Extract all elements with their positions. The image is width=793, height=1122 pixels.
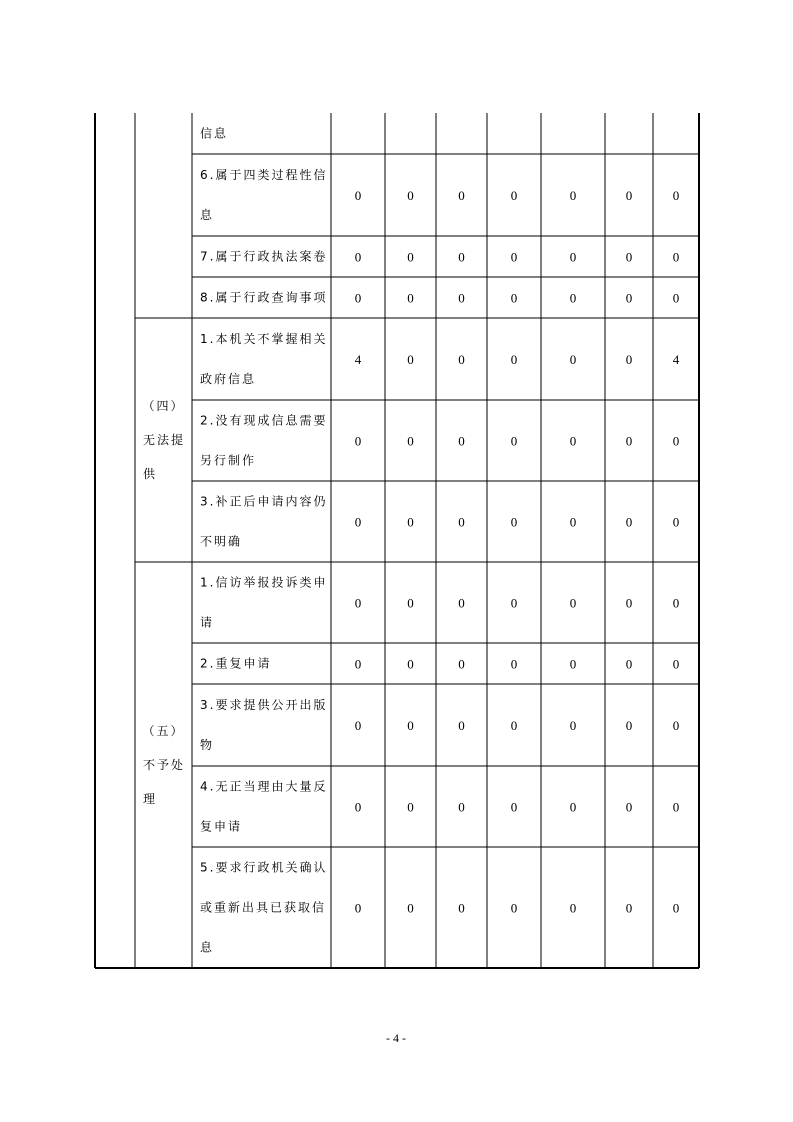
value-cell: 0 bbox=[569, 352, 577, 367]
value-cell: 0 bbox=[569, 290, 577, 306]
group-label-line: 无法提 bbox=[143, 433, 186, 447]
value-cell: 0 bbox=[672, 188, 680, 203]
value-cell: 0 bbox=[672, 290, 680, 306]
value-cell: 0 bbox=[672, 433, 680, 449]
value-cell: 0 bbox=[569, 433, 577, 449]
page-number: - 4 - bbox=[386, 1031, 406, 1045]
value-cell: 0 bbox=[458, 656, 465, 672]
value-cell: 0 bbox=[672, 595, 680, 611]
value-cell: 0 bbox=[510, 514, 518, 530]
row-label-line: 复申请 bbox=[200, 819, 243, 834]
value-cell: 0 bbox=[510, 656, 518, 672]
value-cell: 0 bbox=[569, 188, 577, 203]
value-cell: 0 bbox=[354, 595, 362, 611]
value-cell: 0 bbox=[625, 900, 633, 916]
value-cell: 0 bbox=[672, 249, 680, 265]
row-label-line: 息 bbox=[200, 940, 215, 955]
value-cell: 0 bbox=[354, 799, 362, 815]
group-label-line: 理 bbox=[143, 792, 158, 806]
value-cell: 0 bbox=[354, 514, 362, 530]
value-cell: 0 bbox=[458, 188, 465, 203]
value-cell: 0 bbox=[510, 249, 518, 265]
value-cell: 0 bbox=[354, 656, 362, 672]
value-cell: 0 bbox=[510, 718, 518, 733]
value-cell: 0 bbox=[625, 433, 633, 449]
group-label-line: （五） bbox=[142, 724, 185, 738]
value-cell: 0 bbox=[458, 352, 465, 367]
row-label-line: 或重新出具已获取信 bbox=[200, 900, 327, 915]
value-cell: 0 bbox=[407, 799, 414, 815]
value-cell: 0 bbox=[354, 900, 362, 916]
value-cell: 0 bbox=[407, 900, 414, 916]
row-label-line: 5.要求行政机关确认 bbox=[200, 860, 328, 875]
value-cell: 0 bbox=[510, 595, 518, 611]
value-cell: 0 bbox=[569, 718, 577, 733]
value-cell: 0 bbox=[510, 799, 518, 815]
row-label-line: 息 bbox=[200, 208, 215, 222]
value-cell: 0 bbox=[458, 514, 465, 530]
row-label-line: 1.信访举报投诉类申 bbox=[200, 575, 328, 590]
value-cell: 0 bbox=[569, 799, 577, 815]
value-cell: 0 bbox=[672, 799, 680, 815]
row-label-line: 4.无正当理由大量反 bbox=[200, 779, 328, 794]
value-cell: 0 bbox=[458, 900, 465, 916]
value-cell: 0 bbox=[458, 290, 465, 306]
value-cell: 0 bbox=[510, 290, 518, 306]
row-label-line: 不明确 bbox=[200, 534, 243, 549]
value-cell: 0 bbox=[458, 595, 465, 611]
row-label-line: 2.重复申请 bbox=[200, 656, 272, 671]
value-cell: 0 bbox=[569, 656, 577, 672]
value-cell: 0 bbox=[625, 656, 633, 672]
row-label-line: 1.本机关不掌握相关 bbox=[200, 332, 328, 346]
row-label-line: 3.要求提供公开出版 bbox=[200, 698, 328, 712]
value-cell: 0 bbox=[569, 249, 577, 265]
value-cell: 0 bbox=[625, 799, 633, 815]
value-cell: 0 bbox=[625, 352, 633, 367]
value-cell: 0 bbox=[458, 799, 465, 815]
value-cell: 0 bbox=[510, 900, 518, 916]
value-cell: 0 bbox=[354, 188, 362, 203]
row-label-line: 请 bbox=[200, 615, 215, 630]
group-label-line: （四） bbox=[142, 399, 185, 413]
value-cell: 0 bbox=[407, 290, 414, 306]
value-cell: 0 bbox=[625, 188, 633, 203]
value-cell: 0 bbox=[458, 433, 465, 449]
value-cell: 0 bbox=[569, 900, 577, 916]
value-cell: 0 bbox=[407, 188, 414, 203]
value-cell: 0 bbox=[672, 514, 680, 530]
value-cell: 0 bbox=[569, 595, 577, 611]
value-cell: 0 bbox=[407, 514, 414, 530]
row-label-line: 另行制作 bbox=[200, 453, 257, 468]
row-label-line: 物 bbox=[200, 738, 215, 752]
value-cell: 0 bbox=[672, 900, 680, 916]
value-cell: 0 bbox=[672, 718, 680, 733]
value-cell: 0 bbox=[510, 433, 518, 449]
row-label-line: 信息 bbox=[200, 126, 229, 141]
row-label-line: 政府信息 bbox=[200, 372, 257, 386]
value-cell: 0 bbox=[407, 656, 414, 672]
value-cell: 0 bbox=[510, 188, 518, 203]
row-label-line: 8.属于行政查询事项 bbox=[200, 290, 328, 305]
value-cell: 0 bbox=[672, 656, 680, 672]
row-label-line: 2.没有现成信息需要 bbox=[200, 413, 328, 428]
value-cell: 0 bbox=[458, 249, 465, 265]
row-label-line: 7.属于行政执法案卷 bbox=[200, 249, 328, 264]
value-cell: 0 bbox=[407, 595, 414, 611]
row-label-line: 3.补正后申请内容仍 bbox=[200, 494, 328, 509]
group-label-line: 不予处 bbox=[143, 758, 186, 772]
value-cell: 4 bbox=[354, 352, 362, 367]
value-cell: 0 bbox=[625, 290, 633, 306]
value-cell: 0 bbox=[625, 595, 633, 611]
value-cell: 0 bbox=[407, 718, 414, 733]
value-cell: 0 bbox=[354, 433, 362, 449]
value-cell: 0 bbox=[407, 352, 414, 367]
value-cell: 0 bbox=[354, 249, 362, 265]
value-cell: 0 bbox=[625, 718, 633, 733]
value-cell: 4 bbox=[672, 352, 680, 367]
value-cell: 0 bbox=[625, 514, 633, 530]
value-cell: 0 bbox=[569, 514, 577, 530]
value-cell: 0 bbox=[407, 249, 414, 265]
row-label-line: 6.属于四类过程性信 bbox=[200, 168, 328, 182]
value-cell: 0 bbox=[354, 718, 362, 733]
value-cell: 0 bbox=[510, 352, 518, 367]
value-cell: 0 bbox=[407, 433, 414, 449]
value-cell: 0 bbox=[354, 290, 362, 306]
value-cell: 0 bbox=[625, 249, 633, 265]
value-cell: 0 bbox=[458, 718, 465, 733]
group-label-line: 供 bbox=[143, 467, 158, 481]
